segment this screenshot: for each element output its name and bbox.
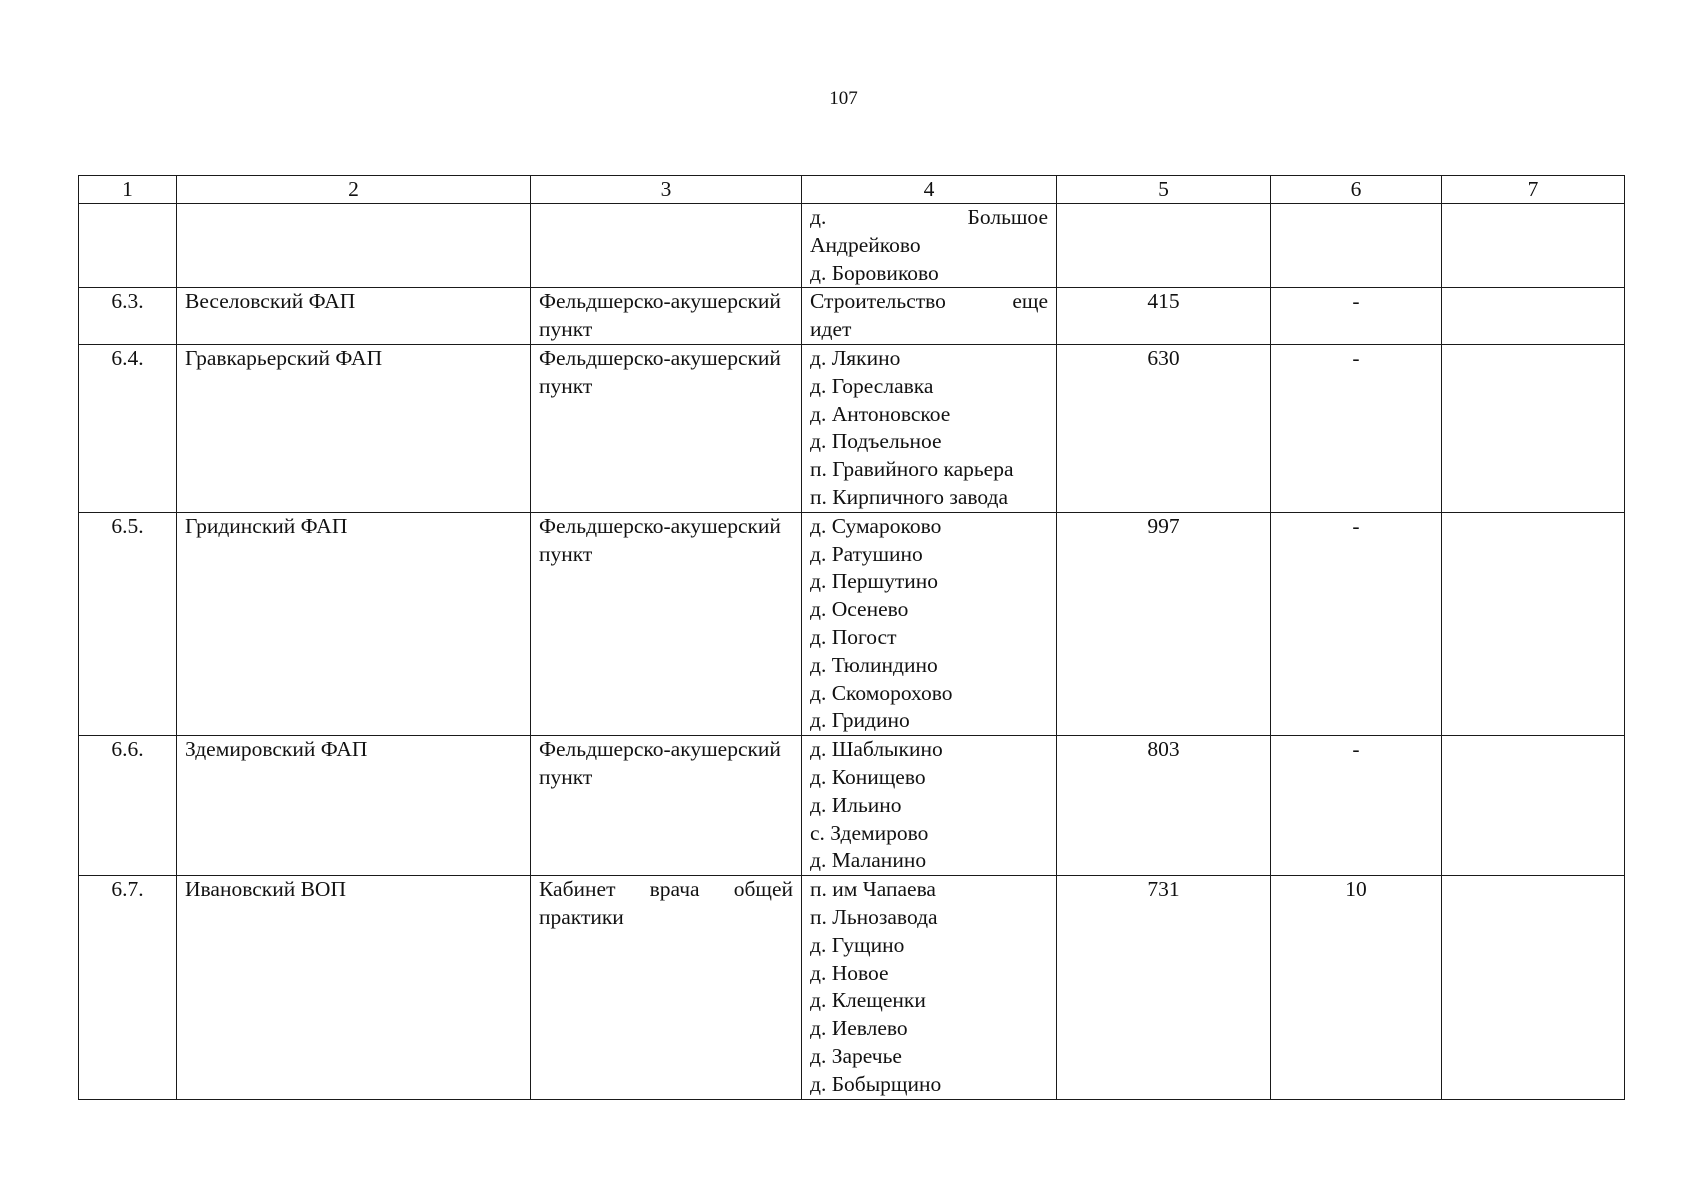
cell-population: 731 — [1057, 876, 1271, 1099]
cell-number: 6.4. — [79, 344, 177, 512]
location-line: д. Гридино — [810, 708, 910, 733]
cell-col6: 10 — [1271, 876, 1442, 1099]
cell-locations — [802, 512, 1057, 735]
location-line: д. Осенево — [810, 597, 909, 622]
table-row — [79, 204, 1625, 288]
cell-facility-name: Веселовский ФАП — [177, 288, 531, 345]
cell-col7 — [1442, 876, 1625, 1099]
cell-facility-type — [531, 204, 802, 288]
location-line: д. Тюлиндино — [810, 652, 938, 677]
location-line: д. Гореславка — [810, 373, 934, 398]
cell-facility-type: Фельдшерско-акушерский пункт — [531, 288, 802, 345]
location-line: д. Скоморохово — [810, 680, 953, 705]
header-col-3: 3 — [531, 176, 802, 204]
facilities-table — [78, 175, 1625, 1100]
location-line: д. Антоновское — [810, 401, 951, 426]
location-line: п. Гравийного карьера — [810, 457, 1014, 482]
cell-facility-type: Фельдшерско-акушерский пункт — [531, 512, 802, 735]
cell-locations — [802, 204, 1057, 288]
header-col-1: 1 — [79, 176, 177, 204]
header-col-4: 4 — [802, 176, 1057, 204]
location-line: д. Ильино — [810, 792, 902, 817]
cell-number: 6.7. — [79, 876, 177, 1099]
cell-col7 — [1442, 344, 1625, 512]
table-row — [79, 512, 1625, 735]
cell-facility-name: Здемировский ФАП — [177, 736, 531, 876]
location-line: Андрейково — [810, 232, 921, 257]
cell-facility-name: Ивановский ВОП — [177, 876, 531, 1099]
cell-col6 — [1271, 204, 1442, 288]
cell-locations — [802, 876, 1057, 1099]
cell-col6: - — [1271, 288, 1442, 345]
header-col-7: 7 — [1442, 176, 1625, 204]
cell-population: 803 — [1057, 736, 1271, 876]
location-line: д. Погост — [810, 624, 897, 649]
cell-number: 6.5. — [79, 512, 177, 735]
location-line: д. Гущино — [810, 932, 905, 957]
cell-col7 — [1442, 736, 1625, 876]
cell-facility-name: Гридинский ФАП — [177, 512, 531, 735]
location-line: п. Льнозавода — [810, 904, 938, 929]
table-row — [79, 344, 1625, 512]
header-col-5: 5 — [1057, 176, 1271, 204]
location-line: п. Кирпичного завода — [810, 484, 1008, 509]
header-row — [79, 176, 1625, 204]
cell-col7 — [1442, 512, 1625, 735]
location-line: д. Сумароково — [810, 513, 942, 538]
cell-col6: - — [1271, 512, 1442, 735]
cell-locations — [802, 736, 1057, 876]
location-line: с. Здемирово — [810, 820, 929, 845]
cell-population: 997 — [1057, 512, 1271, 735]
location-line: д. Боровиково — [810, 260, 939, 285]
location-line: п. им Чапаева — [810, 877, 936, 902]
cell-col6: - — [1271, 736, 1442, 876]
page-number: 107 — [829, 88, 858, 109]
location-line: д. Шаблыкино — [810, 737, 943, 762]
location-line: идет — [810, 317, 852, 342]
location-line: Строительство еще — [810, 289, 1048, 314]
cell-locations — [802, 288, 1057, 345]
cell-population: 415 — [1057, 288, 1271, 345]
location-line: д. Подъельное — [810, 429, 942, 454]
location-line: д. Першутино — [810, 569, 938, 594]
cell-population: 630 — [1057, 344, 1271, 512]
cell-number: 6.6. — [79, 736, 177, 876]
location-line: д. Лякино — [810, 345, 901, 370]
cell-facility-name — [177, 204, 531, 288]
cell-col6: - — [1271, 344, 1442, 512]
location-line: д. Ратушино — [810, 541, 923, 566]
cell-number: 6.3. — [79, 288, 177, 345]
table-row — [79, 876, 1625, 1099]
cell-locations — [802, 344, 1057, 512]
table-row — [79, 736, 1625, 876]
location-line: д. Маланино — [810, 848, 927, 873]
cell-facility-type: Фельдшерско-акушерский пункт — [531, 736, 802, 876]
cell-col7 — [1442, 288, 1625, 345]
table-row — [79, 288, 1625, 345]
header-col-2: 2 — [177, 176, 531, 204]
location-line: д. Иевлево — [810, 1016, 908, 1041]
header-col-6: 6 — [1271, 176, 1442, 204]
cell-facility-type: Кабинет врача общей практики — [531, 876, 802, 1099]
cell-col7 — [1442, 204, 1625, 288]
location-line: д. Заречье — [810, 1043, 902, 1068]
cell-population — [1057, 204, 1271, 288]
cell-facility-name: Гравкарьерский ФАП — [177, 344, 531, 512]
cell-facility-type: Фельдшерско-акушерский пункт — [531, 344, 802, 512]
cell-number — [79, 204, 177, 288]
location-line: д. Новое — [810, 960, 889, 985]
location-line: д. Конищево — [810, 764, 926, 789]
location-line: д. Клещенки — [810, 988, 926, 1013]
location-line: д. Бобырщино — [810, 1071, 942, 1096]
location-line: д. Большое — [810, 205, 1048, 229]
